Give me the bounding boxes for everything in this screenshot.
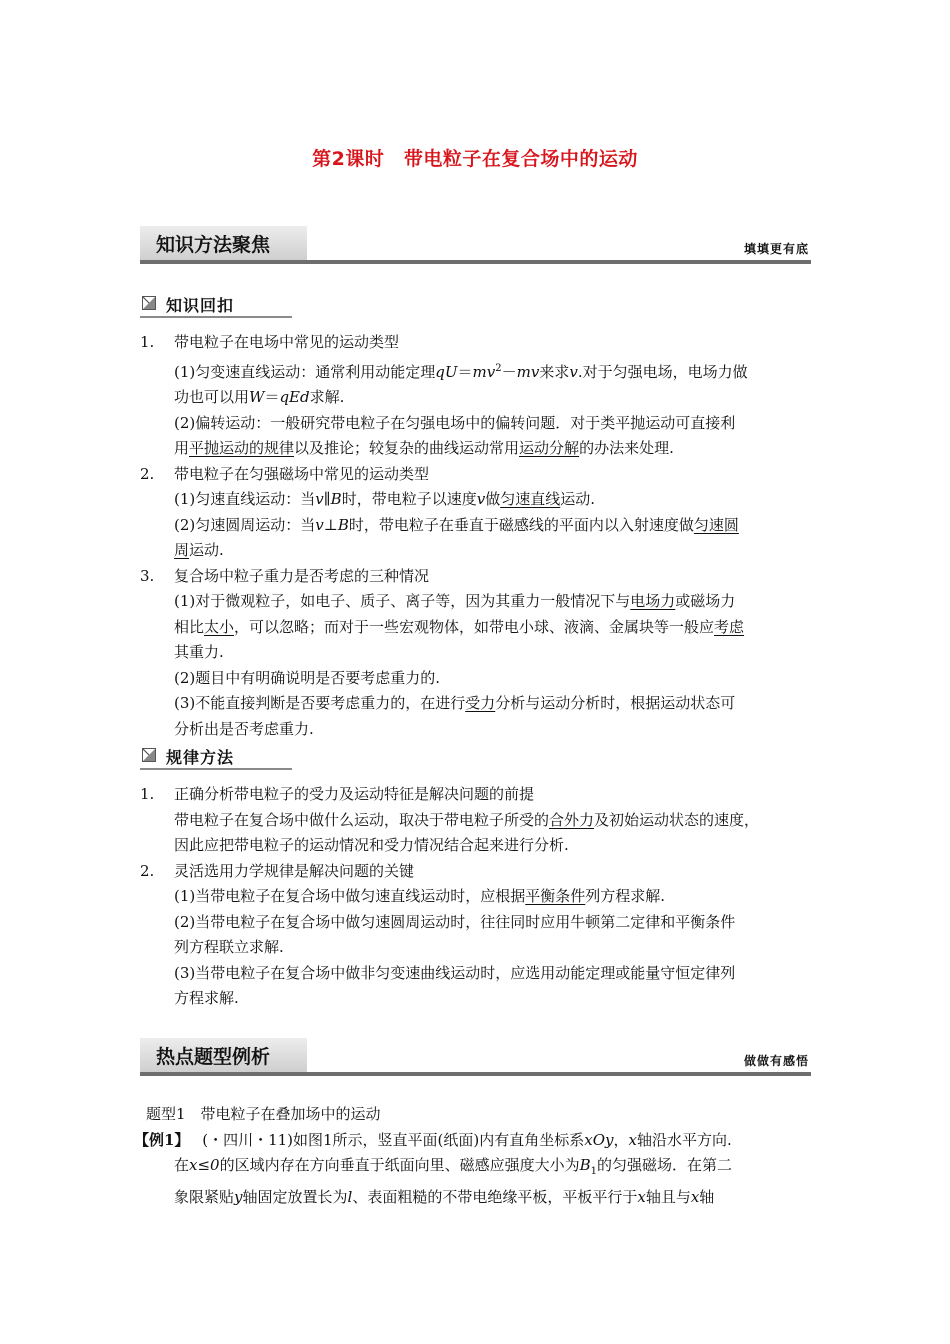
section-header-examples: [140, 1038, 811, 1076]
subsection-rule: [140, 316, 292, 318]
example-label: 【例1】: [134, 1130, 190, 1149]
subsection-label: 规律方法: [166, 748, 235, 767]
list-item: 1. 带电粒子在电场中常见的运动类型 (1)匀变速直线运动：通常利用动能定理$qU=mv^2-mv$来求v.对于匀强电场，电场力做 功也可以用W＝qEd求解. (2)偏转运动：一般研究带电粒子在匀强电场中的偏转问题．对于类平抛运动可直接利 用平抛运动的规律以及推论；较复杂的曲线运动常用运动分解的办法来处理.: [140, 333, 748, 457]
list-item: 3. 复合场中粒子重力是否考虑的三种情况 (1)对于微观粒子，如电子、质子、离子等，因为其重力一般情况下与电场力或磁场力 相比太小，可以忽略；而对于一些宏观物体，如带电小球、液滴、金属块等一般应考虑 其重力. (2)题目中有明确说明是否要考虑重力的. (3)不能直接判断是否要考虑重力的，在进行受力分析与运动分析时，根据运动状态可 分析出是否考虑重力.: [140, 566, 745, 738]
list-item: 2. 带电粒子在匀强磁场中常见的运动类型 (1)匀速直线运动：当v∥B时，带电粒子以速度v做匀速直线运动. (2)匀速圆周运动：当v⊥B时，带电粒子在垂直于磁感线的平面内以入射速度做匀速圆 周运动.: [140, 464, 739, 559]
subsection-label: 知识回扣: [166, 296, 235, 315]
example-block: 题型1 带电粒子在叠加场中的运动 【例1】 (・四川・11)如图1所示，竖直平面(纸面)内有直角坐标系xOy，x轴沿水平方向. 在x≤0的区域内存在方向垂直于纸面向里、磁感应强度大小为$B_1$的匀强磁场．在第二 象限紧贴y轴固定放置长为l、表面粗糙的不带电绝缘平板，平板平行于x轴且与x轴: [140, 1102, 820, 1210]
methods-list: [140, 782, 820, 1012]
knowledge-list: [140, 330, 820, 742]
list-item: 2. 灵活选用力学规律是解决问题的关键 (1)当带电粒子在复合场中做匀速直线运动时，应根据平衡条件列方程求解. (2)当带电粒子在复合场中做匀速圆周运动时，往往同时应用牛顿第二定律和平衡条件 列方程联立求解. (3)当带电粒子在复合场中做非匀变速曲线运动时，应选用动能定理或能量守恒定律列 方程求解.: [140, 861, 736, 1007]
section-rule: [140, 1072, 811, 1076]
subsection-rule: [140, 768, 292, 770]
section-label: 知识方法聚焦: [156, 234, 271, 256]
page-title: 第2课时 带电粒子在复合场中的运动: [312, 148, 638, 170]
subsection-header-review: [140, 290, 292, 318]
diagonal-square-icon: [142, 296, 156, 310]
diagonal-square-icon: [142, 748, 156, 762]
section-right-label: 填填更有底: [743, 242, 809, 256]
subsection-header-methods: [140, 742, 292, 770]
topic-label: 题型1 带电粒子在叠加场中的运动: [146, 1105, 381, 1123]
section-rule: [140, 260, 811, 264]
section-header-knowledge: [140, 226, 811, 264]
section-right-label: 做做有感悟: [743, 1054, 809, 1068]
list-item: 1. 正确分析带电粒子的受力及运动特征是解决问题的前提 带电粒子在复合场中做什么运动，取决于带电粒子所受的合外力及初始运动状态的速度， 因此应把带电粒子的运动情况和受力情况结合起来进行分析.: [140, 785, 760, 854]
section-label: 热点题型例析: [156, 1046, 271, 1068]
